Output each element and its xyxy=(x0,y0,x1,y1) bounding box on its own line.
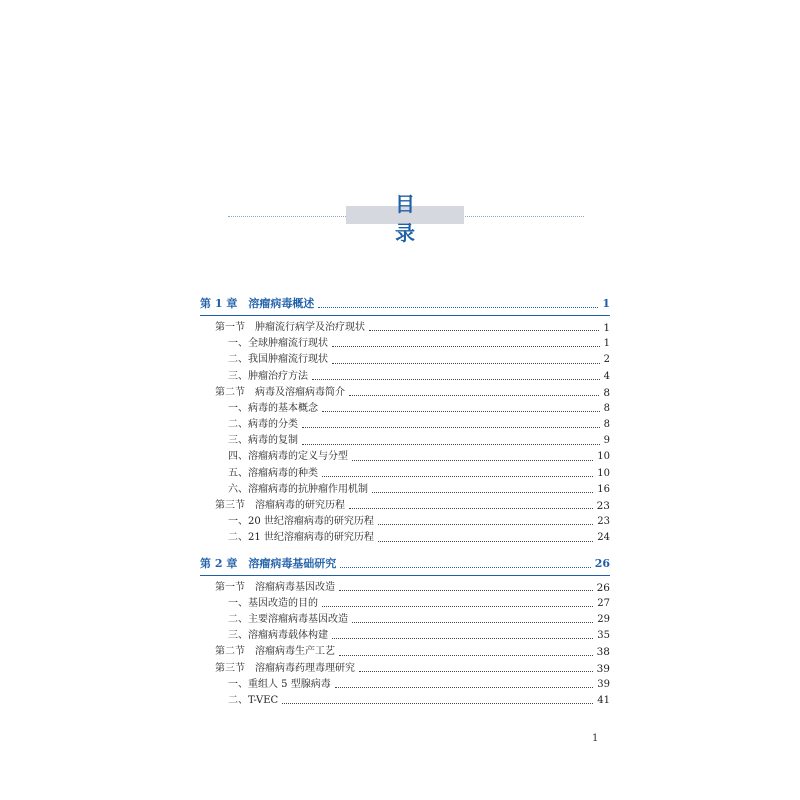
toc-subsection[interactable] xyxy=(200,530,610,546)
dot-leader xyxy=(318,306,598,308)
toc-subsection-label: 三、溶瘤病毒载体构建 xyxy=(228,630,328,642)
toc-subsection-page: 24 xyxy=(597,532,610,544)
dot-leader xyxy=(322,410,600,412)
toc-subsection[interactable] xyxy=(200,401,610,417)
dot-leader xyxy=(378,540,593,542)
toc-subsection-page: 9 xyxy=(603,435,610,447)
toc-subsection-label: 三、肿瘤治疗方法 xyxy=(228,370,308,382)
toc-subsection-page: 4 xyxy=(603,370,610,382)
dot-leader xyxy=(332,637,593,639)
toc-subsection-page: 10 xyxy=(597,467,610,479)
dot-leader xyxy=(322,605,593,607)
toc-subsection[interactable] xyxy=(200,482,610,498)
toc-subsection-label: 二、主要溶瘤病毒基因改造 xyxy=(228,613,348,625)
dot-leader xyxy=(352,621,593,623)
toc-subsection-page: 35 xyxy=(597,630,610,642)
dot-leader xyxy=(349,394,599,396)
toc-subsection-label: 一、20 世纪溶瘤病毒的研究历程 xyxy=(228,516,374,528)
toc-subsection-page: 23 xyxy=(597,516,610,528)
toc-chapter[interactable] xyxy=(200,555,610,573)
toc-section-page: 1 xyxy=(603,321,610,334)
dot-leader xyxy=(332,362,600,364)
dot-leader xyxy=(339,654,593,656)
toc-chapter-label: 第 1 章 溶瘤病毒概述 xyxy=(200,297,315,310)
toc-subsection-page: 8 xyxy=(603,419,610,431)
toc-section-page: 8 xyxy=(603,386,610,399)
toc-subsection-label: 四、溶瘤病毒的定义与分型 xyxy=(228,451,348,463)
toc-subsection[interactable] xyxy=(200,352,610,368)
toc-subsection[interactable] xyxy=(200,596,610,612)
toc-subsection-label: 二、21 世纪溶瘤病毒的研究历程 xyxy=(228,532,374,544)
dot-leader xyxy=(312,378,600,380)
toc-section-label: 第一节 肿瘤流行病学及治疗现状 xyxy=(215,321,365,333)
toc-subsection[interactable] xyxy=(200,417,610,433)
toc-section-label: 第一节 溶瘤病毒基因改造 xyxy=(215,581,335,593)
dot-leader xyxy=(302,426,600,428)
toc-subsection[interactable] xyxy=(200,628,610,644)
toc-subsection-label: 三、病毒的复制 xyxy=(228,435,298,447)
dot-leader xyxy=(372,491,593,493)
dot-leader xyxy=(322,475,593,477)
toc-section-page: 38 xyxy=(596,646,610,659)
toc-subsection-page: 8 xyxy=(603,402,610,414)
toc-section-label: 第三节 溶瘤病毒的研究历程 xyxy=(215,500,345,512)
toc-section[interactable] xyxy=(200,320,610,336)
toc-subsection-page: 27 xyxy=(597,597,610,609)
dot-leader xyxy=(340,566,590,568)
toc-subsection[interactable] xyxy=(200,466,610,482)
toc-subsection-page: 2 xyxy=(603,354,610,366)
toc-section[interactable] xyxy=(200,498,610,514)
toc-subsection-label: 二、病毒的分类 xyxy=(228,419,298,431)
toc-section-label: 第二节 病毒及溶瘤病毒简介 xyxy=(215,386,345,398)
toc-title-banner xyxy=(228,188,584,245)
toc-subsection-page: 10 xyxy=(597,451,610,463)
toc-subsection-page: 16 xyxy=(597,483,610,495)
toc-chapter-page: 26 xyxy=(594,556,610,570)
toc-subsection[interactable] xyxy=(200,612,610,628)
toc-subsection-label: 一、基因改造的目的 xyxy=(228,597,318,609)
table-of-contents xyxy=(200,295,610,709)
dot-leader xyxy=(332,345,600,347)
toc-subsection[interactable] xyxy=(200,693,610,709)
toc-chapter-label: 第 2 章 溶瘤病毒基础研究 xyxy=(200,556,337,570)
dot-leader xyxy=(359,670,593,672)
toc-subsection-label: 一、重组人 5 型腺病毒 xyxy=(228,678,331,690)
toc-section-label: 第三节 溶瘤病毒药理毒理研究 xyxy=(215,662,355,674)
toc-subsection-label: 二、我国肿瘤流行现状 xyxy=(228,354,328,366)
toc-subsection-label: 一、全球肿瘤流行现状 xyxy=(228,338,328,350)
toc-subsection[interactable] xyxy=(200,514,610,530)
toc-subsection[interactable] xyxy=(200,450,610,466)
toc-subsection-label: 二、T-VEC xyxy=(228,694,279,706)
toc-section[interactable] xyxy=(200,385,610,401)
dot-leader xyxy=(369,329,599,331)
toc-section-page: 26 xyxy=(596,581,610,594)
chapter-rule xyxy=(200,315,610,316)
toc-section[interactable] xyxy=(200,644,610,660)
page-title: 目 录 xyxy=(395,192,433,245)
chapter-gap xyxy=(200,547,610,555)
dot-leader xyxy=(352,459,593,461)
toc-section-page: 39 xyxy=(596,662,610,675)
toc-subsection[interactable] xyxy=(200,336,610,352)
toc-subsection[interactable] xyxy=(200,677,610,693)
toc-subsection[interactable] xyxy=(200,369,610,385)
toc-subsection-page: 39 xyxy=(597,678,610,690)
page-number: 1 xyxy=(592,733,599,744)
dot-leader xyxy=(339,589,593,591)
toc-subsection[interactable] xyxy=(200,433,610,449)
toc-subsection-page: 1 xyxy=(603,338,610,350)
toc-subsection-page: 29 xyxy=(597,613,610,625)
dot-leader xyxy=(282,702,593,704)
toc-chapter-page: 1 xyxy=(602,297,610,310)
toc-subsection-label: 六、溶瘤病毒的抗肿瘤作用机制 xyxy=(228,483,368,495)
toc-subsection-label: 五、溶瘤病毒的种类 xyxy=(228,467,318,479)
toc-section[interactable] xyxy=(200,661,610,677)
toc-subsection-page: 41 xyxy=(597,694,610,706)
toc-chapter[interactable] xyxy=(200,295,610,313)
dot-leader xyxy=(378,523,593,525)
dot-leader xyxy=(349,507,593,509)
toc-section-page: 23 xyxy=(596,500,610,513)
toc-subsection-label: 一、病毒的基本概念 xyxy=(228,402,318,414)
dot-leader xyxy=(302,443,600,445)
toc-section-label: 第二节 溶瘤病毒生产工艺 xyxy=(215,646,335,658)
toc-section[interactable] xyxy=(200,580,610,596)
chapter-rule xyxy=(200,575,610,576)
dot-leader xyxy=(335,686,594,688)
